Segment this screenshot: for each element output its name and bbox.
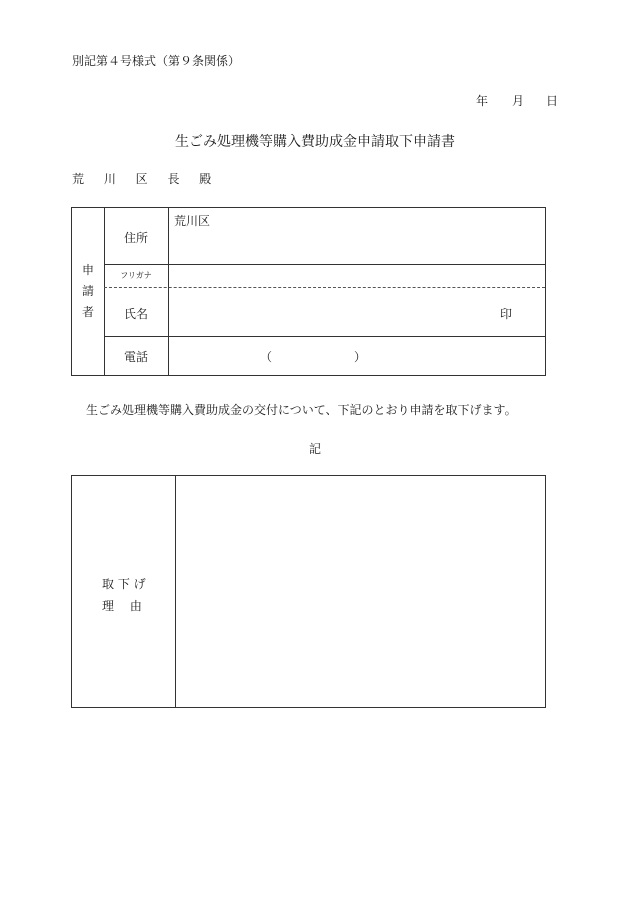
withdrawal-reason-table: [71, 475, 546, 708]
divider: [168, 208, 169, 375]
applicant-table: [71, 207, 546, 376]
date-month-label: 月: [512, 94, 525, 108]
addressee: 荒 川 区 長 殿: [72, 172, 220, 186]
furigana-field[interactable]: [170, 265, 545, 287]
furigana-label: フリガナ: [120, 271, 152, 280]
date-day-label: 日: [546, 94, 559, 108]
reason-label-line: 理 由: [102, 599, 142, 613]
divider: [175, 476, 176, 707]
form-reference: 別記第４号様式（第９条関係）: [72, 54, 241, 68]
applicant-group-label: [72, 260, 104, 323]
name-label: 氏名: [123, 307, 148, 321]
name-field[interactable]: [170, 288, 505, 336]
group-char: 申: [81, 263, 94, 277]
phone-field[interactable]: [170, 337, 545, 375]
address-field[interactable]: 荒川区: [174, 214, 211, 228]
group-char: 請: [81, 284, 94, 298]
phone-label: 電話: [123, 350, 148, 364]
address-label: 住所: [123, 231, 148, 245]
ki-heading: 記: [308, 442, 321, 456]
phone-paren-open: （: [260, 350, 273, 364]
page-title: 生ごみ処理機等購入費助成金申請取下申請書: [175, 134, 455, 150]
withdrawal-statement: 生ごみ処理機等購入費助成金の交付について、下記のとおり申請を取下げます。: [86, 403, 517, 417]
group-char: 者: [81, 305, 94, 319]
seal-mark: 印: [500, 307, 513, 321]
withdrawal-reason-field[interactable]: [177, 476, 545, 707]
date-year-label: 年: [476, 94, 489, 108]
phone-paren-close: ）: [354, 350, 367, 364]
withdrawal-reason-label: [102, 573, 146, 617]
reason-label-line: 取 下 げ: [102, 577, 146, 591]
